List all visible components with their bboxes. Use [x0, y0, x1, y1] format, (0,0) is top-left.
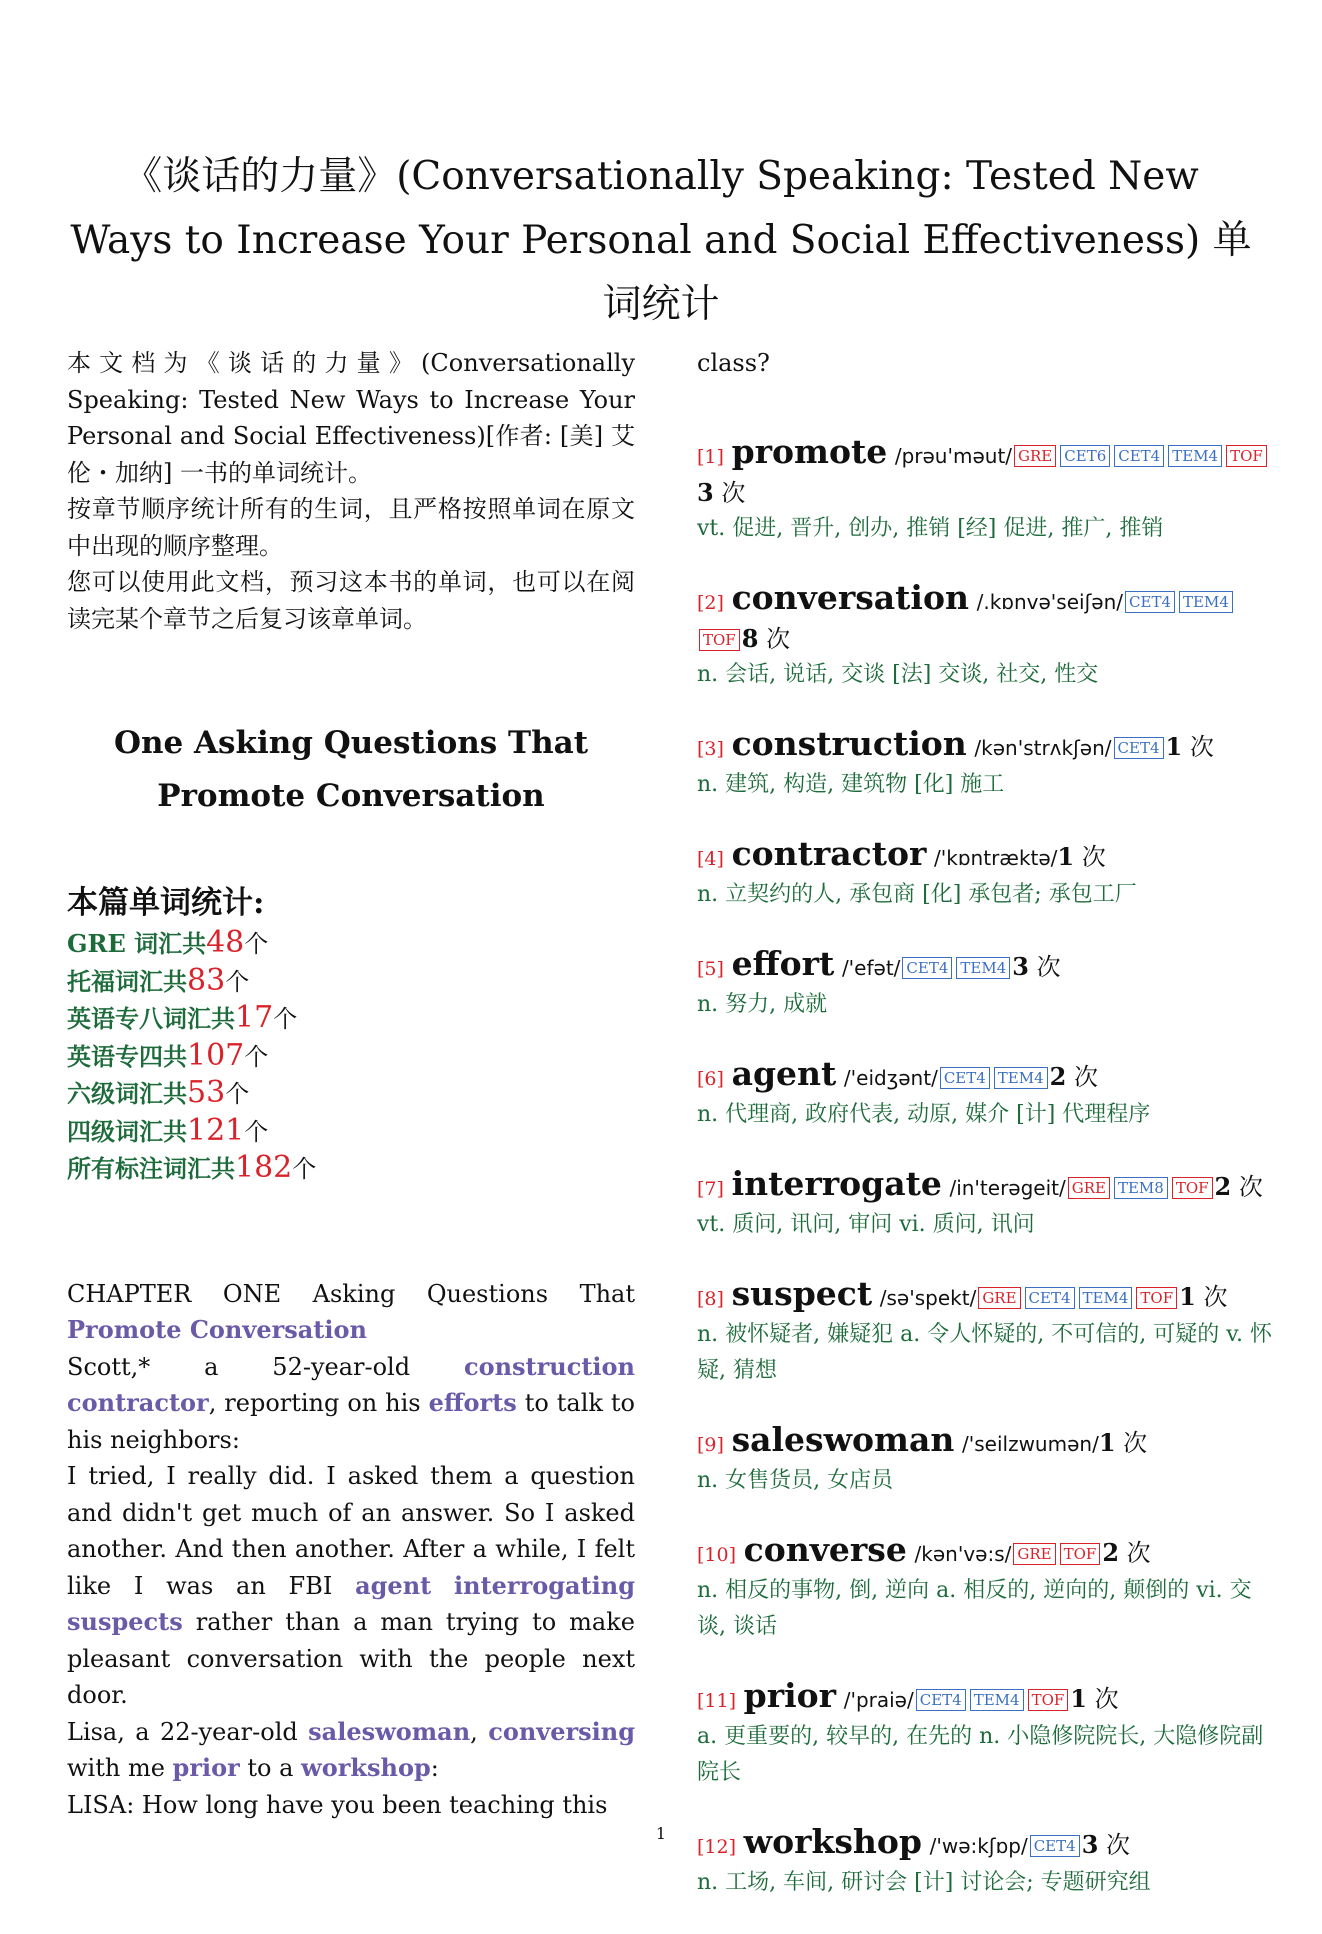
chapter-title-line [67, 1276, 635, 1349]
entry-count-unit: 次 [1106, 1830, 1131, 1859]
vocab-entry-header [697, 1529, 1272, 1573]
entry-count: 1 [1070, 1683, 1087, 1713]
vocab-entry-header [697, 1419, 1272, 1463]
exam-tag: TEM4 [970, 1689, 1024, 1711]
chapter-paragraph [67, 1349, 635, 1459]
entry-word: conversation [731, 577, 969, 617]
highlighted-word: interrogating [454, 1570, 635, 1600]
vocab-entry [697, 1163, 1272, 1243]
highlighted-word: suspects [67, 1607, 183, 1636]
entry-definition: n. 努力, 成就 [697, 991, 828, 1017]
stat-label: 六级词汇共 [67, 1079, 187, 1108]
entry-index: [4] [697, 847, 724, 870]
entry-definition: vt. 促进, 晋升, 创办, 推销 [经] 促进, 推广, 推销 [697, 515, 1164, 541]
stat-unit: 个 [225, 1080, 250, 1108]
entry-index: [11] [697, 1689, 737, 1712]
vocab-entry-header [697, 723, 1272, 767]
vocab-entry-header [697, 1273, 1272, 1317]
entry-phonetic: /'eidʒənt/ [843, 1065, 938, 1090]
entry-word: suspect [731, 1273, 873, 1313]
entry-count: 1 [1098, 1427, 1116, 1457]
chapter-title-text: CHAPTER ONE Asking Questions That [67, 1279, 635, 1308]
exam-tag: TOF [1028, 1689, 1069, 1711]
vocab-entry [697, 1529, 1272, 1645]
vocab-entry-header [697, 1053, 1272, 1097]
entry-phonetic: /'praiə/ [843, 1687, 914, 1712]
exam-tag: TEM4 [1179, 591, 1233, 613]
entry-count: 3 [1081, 1829, 1099, 1859]
exam-tag: CET4 [1114, 737, 1164, 759]
entry-definition: n. 建筑, 构造, 建筑物 [化] 施工 [697, 771, 1005, 797]
vocab-entry [697, 943, 1272, 1023]
stat-label: 英语专四共 [67, 1041, 187, 1071]
intro-section [67, 345, 635, 637]
vocab-entry [697, 833, 1272, 913]
entry-word: agent [731, 1053, 837, 1093]
entry-definition: n. 立契约的人, 承包商 [化] 承包者; 承包工厂 [697, 881, 1137, 907]
exam-tag: CET4 [1025, 1287, 1075, 1309]
exam-tag: CET4 [902, 957, 952, 979]
stat-row [67, 1075, 635, 1113]
entry-count: 2 [1102, 1537, 1120, 1567]
vocab-entry-header [697, 833, 1272, 877]
stat-count: 121 [187, 1112, 245, 1148]
vocab-entry-header [697, 1675, 1272, 1719]
entry-definition: n. 工场, 车间, 研讨会 [计] 讨论会; 专题研究组 [697, 1869, 1151, 1895]
entry-index: [2] [697, 591, 724, 614]
intro-paragraph: 按章节顺序统计所有的生词，且严格按照单词在原文中出现的顺序整理。 [67, 495, 635, 560]
entry-count-unit: 次 [1036, 952, 1061, 981]
entry-word: converse [743, 1529, 907, 1569]
stat-row [67, 963, 635, 1001]
entry-count: 1 [1179, 1281, 1196, 1311]
exam-tag: TEM4 [1079, 1287, 1133, 1309]
highlighted-word: workshop [301, 1753, 431, 1782]
entry-index: [8] [697, 1287, 724, 1310]
intro-paragraph: 您可以使用此文档，预习这本书的单词，也可以在阅读完某个章节之后复习该章单词。 [67, 568, 635, 633]
vocab-entry-header [697, 577, 1272, 657]
highlighted-word: saleswoman [308, 1716, 471, 1746]
entry-phonetic: /'seilzwumən/ [962, 1431, 1099, 1456]
entry-index: [9] [697, 1433, 724, 1456]
entry-phonetic: /'kɒntræktə/ [934, 845, 1058, 870]
stat-count: 182 [235, 1150, 293, 1185]
entry-count-unit: 次 [1074, 1062, 1098, 1091]
vocab-entry [697, 1273, 1273, 1389]
entry-definition: vt. 质问, 讯问, 审问 vi. 质问, 讯问 [697, 1211, 1035, 1237]
exam-tag: TOF [1172, 1177, 1213, 1199]
entry-count-unit: 次 [1238, 1172, 1263, 1201]
entry-word: effort [731, 943, 835, 983]
stat-row [67, 925, 635, 963]
right-column [697, 345, 1272, 1934]
entry-count: 1 [1057, 841, 1075, 871]
stat-unit: 个 [292, 1155, 317, 1183]
vocab-entry [697, 1419, 1272, 1499]
exam-tag: CET4 [940, 1067, 990, 1089]
vocab-entry [697, 1675, 1272, 1791]
vocab-entry [697, 431, 1272, 547]
exam-tag: GRE [1014, 445, 1056, 467]
chapter-paragraph: LISA: How long have you been teaching this [67, 1790, 608, 1819]
stat-count: 53 [187, 1075, 226, 1110]
entry-count: 1 [1165, 731, 1183, 761]
entry-count-unit: 次 [1094, 1684, 1119, 1713]
stat-count: 17 [235, 1000, 274, 1035]
entry-count: 3 [1012, 951, 1029, 981]
text-run: to a [239, 1754, 302, 1782]
entry-count-unit: 次 [1189, 732, 1214, 761]
entry-word: contractor [731, 833, 927, 873]
entry-count-unit: 次 [766, 624, 791, 653]
exam-tag: TOF [1226, 445, 1267, 467]
exam-tag: CET4 [1114, 445, 1164, 467]
highlighted-word: construction [463, 1351, 635, 1381]
highlighted-word: agent [355, 1570, 432, 1600]
entry-index: [3] [697, 737, 724, 760]
entry-count-unit: 次 [1123, 1428, 1148, 1457]
stat-label: GRE 词汇共 [67, 929, 207, 958]
entry-definition: n. 会话, 说话, 交谈 [法] 交谈, 社交, 性交 [697, 661, 1099, 687]
entry-phonetic: /kən'strʌkʃən/ [974, 735, 1112, 760]
highlighted-word: conversing [488, 1716, 635, 1746]
vocab-entry-header [697, 431, 1272, 511]
text-run: I tried, I really did. I asked them a question and didn't get much of an answer. So I asked another. And then another. After a while, I felt like I was an FBI [67, 1462, 635, 1600]
entry-phonetic: /'efət/ [841, 955, 901, 980]
stat-row [67, 1000, 635, 1038]
exam-tag: TEM4 [994, 1067, 1048, 1089]
stat-label: 英语专八词汇共 [67, 1004, 235, 1033]
entry-definition: n. 代理商, 政府代表, 动原, 媒介 [计] 代理程序 [697, 1101, 1151, 1127]
exam-tag: TOF [1136, 1287, 1177, 1309]
stat-count: 107 [187, 1037, 245, 1073]
highlighted-word: prior [172, 1753, 240, 1782]
entry-phonetic: /.kɒnvə'seiʃən/ [976, 589, 1124, 614]
text-run: : [430, 1754, 439, 1782]
entry-index: [5] [697, 957, 724, 980]
entry-phonetic: /'wə:kʃɒp/ [929, 1833, 1028, 1858]
entry-phonetic: /kən'və:s/ [914, 1541, 1012, 1566]
vocab-entry-header [697, 943, 1272, 987]
stat-row [67, 1113, 635, 1151]
vocab-entry-header [697, 1163, 1272, 1207]
entry-count: 3 [697, 477, 714, 507]
stat-row [67, 1038, 635, 1076]
entry-count: 8 [741, 623, 759, 653]
exam-tag: TOF [699, 629, 740, 651]
exam-tag: CET4 [916, 1689, 966, 1711]
stat-count: 83 [187, 962, 226, 998]
stat-label: 四级词汇共 [67, 1116, 187, 1146]
text-run: with me [67, 1754, 173, 1782]
entry-word: interrogate [731, 1163, 942, 1203]
chapter-paragraph [67, 1458, 635, 1714]
vocab-entry [697, 723, 1272, 803]
exam-tag: CET4 [1030, 1835, 1080, 1857]
entry-index: [12] [697, 1835, 737, 1858]
text-run [431, 1572, 454, 1600]
left-column [67, 345, 635, 1823]
entry-definition: n. 相反的事物, 倒, 逆向 a. 相反的, 逆向的, 颠倒的 vi. 交谈, 谈话 [697, 1577, 1252, 1639]
stats-heading: 本篇单词统计: [67, 885, 265, 921]
vocab-list [697, 431, 1273, 1901]
stat-unit: 个 [225, 967, 250, 996]
text-run: Lisa, a 22-year-old [67, 1717, 309, 1746]
highlighted-word: efforts [428, 1388, 517, 1417]
text-run: , reporting on his [208, 1389, 429, 1417]
entry-word: workshop [743, 1821, 922, 1861]
exam-tag: GRE [1068, 1177, 1110, 1199]
highlighted-word: Promote Conversation [67, 1315, 367, 1344]
exam-tag: CET6 [1060, 445, 1110, 467]
continued-text: class? [697, 349, 770, 377]
entry-definition: n. 女售货员, 女店员 [697, 1467, 894, 1493]
stat-row [67, 1150, 635, 1188]
entry-index: [1] [697, 445, 724, 468]
highlighted-word: contractor [67, 1388, 209, 1417]
entry-phonetic: /sə'spekt/ [879, 1285, 977, 1310]
text-run: , [470, 1717, 489, 1746]
entry-count: 2 [1049, 1061, 1067, 1091]
exam-tag: TEM4 [956, 957, 1010, 979]
entry-word: prior [743, 1675, 837, 1715]
stats-section [67, 881, 635, 1188]
stat-count: 48 [206, 925, 245, 960]
chapter-heading: One Asking Questions That Promote Conversation [113, 725, 589, 814]
exam-tag: TEM8 [1114, 1177, 1168, 1199]
chapter-text [67, 1276, 635, 1824]
exam-tag: TOF [1060, 1543, 1101, 1565]
page-number: 1 [655, 1824, 667, 1843]
entry-definition: a. 更重要的, 较早的, 在先的 n. 小隐修院院长, 大隐修院副院长 [697, 1723, 1264, 1785]
entry-count: 2 [1214, 1171, 1232, 1201]
exam-tag: TEM4 [1168, 445, 1222, 467]
entry-index: [10] [697, 1543, 737, 1566]
stat-unit: 个 [244, 930, 269, 958]
vocab-entry [697, 577, 1272, 693]
entry-word: promote [731, 431, 888, 471]
stat-unit: 个 [244, 1117, 269, 1146]
entry-phonetic: /prəu'məut/ [894, 443, 1013, 468]
intro-paragraph: 本文档为《谈话的力量》(Conversationally Speaking: Tested New Ways to Increase Your Personal and Social Effectiveness)[作者: [美] 艾伦・加纳] 一书的单词统计。 [67, 349, 635, 487]
entry-word: construction [731, 723, 967, 763]
entry-count-unit: 次 [1203, 1282, 1228, 1311]
exam-tag: GRE [1013, 1543, 1055, 1565]
entry-count-unit: 次 [1126, 1538, 1151, 1567]
stat-unit: 个 [273, 1005, 298, 1033]
stat-unit: 个 [244, 1042, 269, 1071]
chapter-paragraph [67, 1714, 635, 1787]
entry-index: [7] [697, 1177, 724, 1200]
entry-definition: n. 被怀疑者, 嫌疑犯 a. 令人怀疑的, 不可信的, 可疑的 v. 怀疑, 猜想 [697, 1321, 1273, 1383]
stat-label: 所有标注词汇共 [67, 1154, 235, 1183]
exam-tag: GRE [978, 1287, 1020, 1309]
entry-count-unit: 次 [1081, 842, 1106, 871]
stat-label: 托福词汇共 [67, 966, 187, 996]
text-run: rather than a man trying to make pleasant conversation with the people next door. [67, 1608, 635, 1709]
entry-count-unit: 次 [721, 478, 746, 507]
vocab-entry [697, 1053, 1272, 1133]
entry-index: [6] [697, 1067, 724, 1090]
text-run: to talk to his neighbors: [67, 1389, 635, 1454]
text-run: Scott,* a 52-year-old [67, 1352, 464, 1381]
exam-tag: CET4 [1125, 591, 1175, 613]
entry-word: saleswoman [731, 1419, 955, 1459]
entry-phonetic: /in'terəgeit/ [949, 1175, 1066, 1200]
document-title: 《谈话的力量》(Conversationally Speaking: Tested New Ways to Increase Your Personal and Social Effectiveness) 单词统计 [70, 154, 1252, 327]
